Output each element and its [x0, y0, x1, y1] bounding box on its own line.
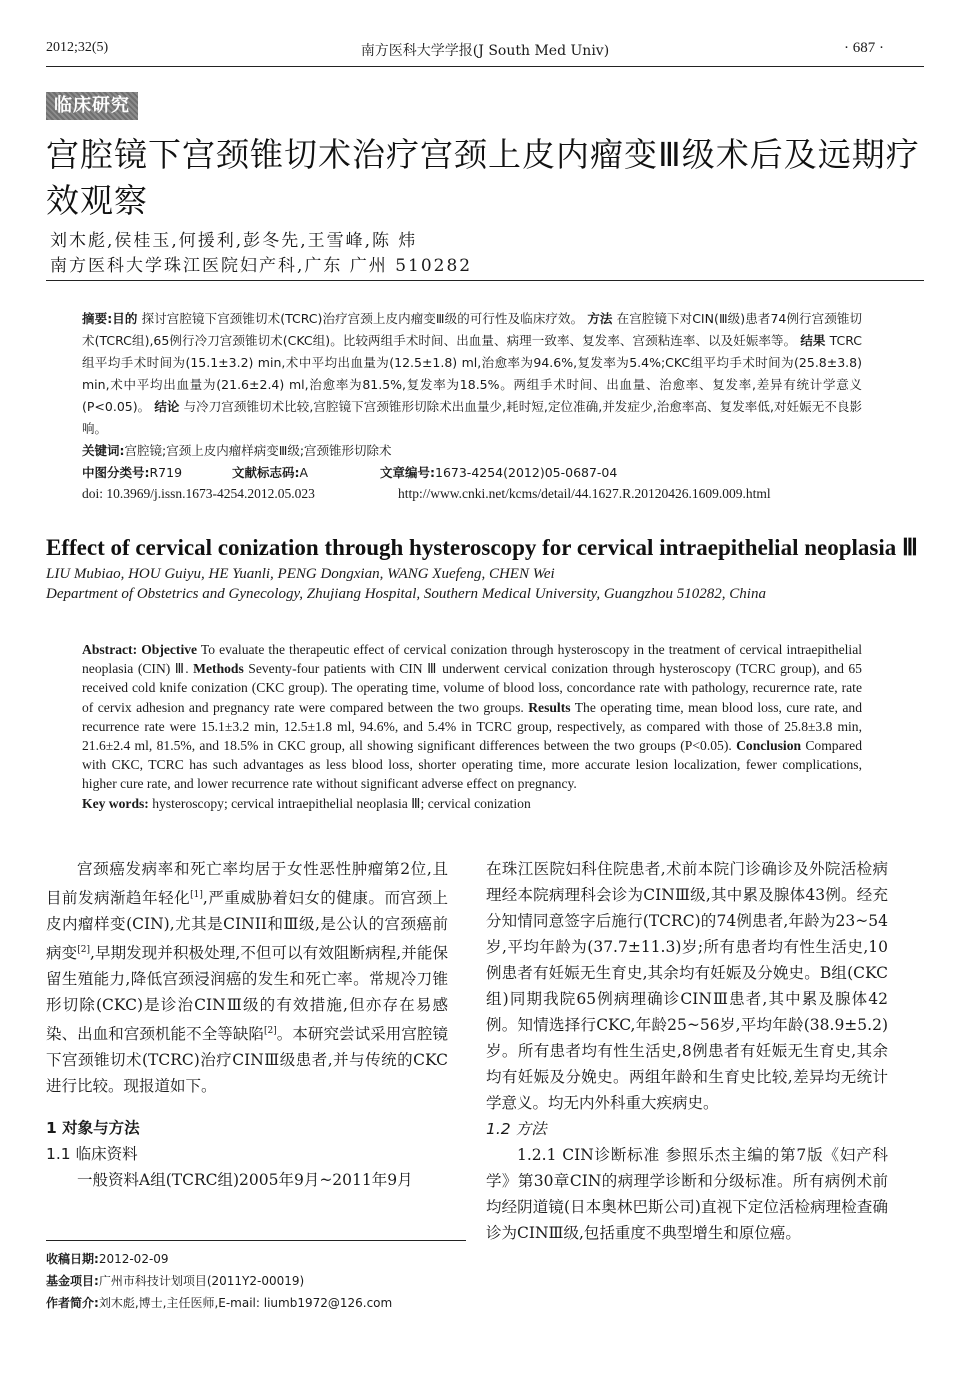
affiliation-rule [46, 280, 924, 281]
footnotes [46, 1248, 466, 1314]
abstract-cn [82, 308, 862, 440]
received-value: 2012-02-09 [98, 1252, 169, 1266]
fund-info [46, 1270, 466, 1292]
authors-cn: 刘木彪,侯桂玉,何援利,彭冬先,王雪峰,陈 炜 [50, 231, 418, 251]
keywords-label: 关键词: [82, 443, 125, 458]
keywords-cn [82, 441, 862, 459]
abstract-en-label: Abstract: [82, 642, 138, 657]
objective-label: 目的 [112, 311, 138, 326]
abstract-label: 摘要: [82, 311, 113, 326]
results-label: 结果 [800, 333, 826, 348]
clc-label: 中图分类号: [82, 465, 150, 480]
objective-en-text: To evaluate the therapeutic effect of cervical conization through hysteroscopy in the treatment of cervical intraepithelial neoplasia (CIN) Ⅲ. [82, 642, 862, 677]
conclusion-en-label: Conclusion [736, 738, 802, 754]
intro-text-1: 宫颈癌发病率和死亡率均居于女性恶性肿瘤第2位,且目前发病渐趋年轻化 [46, 860, 448, 908]
article-title-en: Effect of cervical conization through hysteroscopy for cervical intraepithelial neoplasia Ⅲ [46, 535, 918, 560]
results-en-label: Results [528, 699, 571, 715]
objective-text: 探讨宫腔镜下宫颈锥切术(TCRC)治疗宫颈上皮内瘤变Ⅲ级的可行性及临床疗效。 [141, 311, 584, 326]
body-column-left [46, 856, 448, 1193]
author-label: 作者简介: [46, 1296, 99, 1310]
footnote-rule [46, 1240, 466, 1241]
doi-line [82, 486, 862, 506]
doc-code-value: A [299, 465, 309, 480]
intro-paragraph [46, 856, 448, 1099]
article-number [380, 463, 617, 481]
section-heading-1-1: 1.1 临床资料 [46, 1145, 138, 1164]
classification-line [82, 463, 862, 483]
running-header [46, 40, 924, 64]
authors-en: LIU Mubiao, HOU Guiyu, HE Yuanli, PENG Dongxian, WANG Xuefeng, CHEN Wei [46, 566, 555, 582]
journal-name: 南方医科大学学报(J South Med Univ) [360, 43, 610, 59]
results-en-text: The operating time, mean blood loss, cure rate, and recurrence rate were 15.1±3.2 min, 12.5±1.8 ml, 94.6%, and 5.4% in TCRC group, respectively, as compared with those of 25.8±3.8 min, 21.6±2.4 ml, 81.5%, and 18.5% in CKC group, all showing significant differences between the two groups (P<0.05). [82, 699, 863, 754]
body-column-right [486, 856, 888, 1246]
diagnosis-paragraph: 1.2.1 CIN诊断标准 参照乐杰主编的第7版《妇产科学》第30章CIN的病理学诊断和分级标准。所有病例术前均经阴道镜(日本奥林巴斯公司)直视下定位活检病理检查确诊为CINⅢ级,包括重度不典型增生和原位癌。 [486, 1146, 888, 1242]
methods-en-label: Methods [193, 661, 244, 677]
doi: doi: 10.3969/j.issn.1673-4254.2012.05.023 [82, 486, 315, 501]
affiliation-cn: 南方医科大学珠江医院妇产科,广东 广州 510282 [50, 256, 473, 276]
issue-volume: 2012;32(5) [46, 40, 109, 55]
citation-2: [2] [77, 945, 90, 956]
clc-code [82, 463, 182, 481]
clc-value: R719 [149, 465, 183, 480]
keywords-text: 宫腔镜;宫颈上皮内瘤样病变Ⅲ级;宫颈锥形切除术 [124, 443, 392, 458]
results-text: TCRC组平均手术时间为(15.1±3.2) min,术中平均出血量为(12.5±1.8) ml,治愈率为94.6%,复发率为5.4%;CKC组平均手术时间为(25.8±3.8) min,术中平均出血量为(21.6±2.4) ml,治愈率为81.5%,复发率为18.5%。两组手术时间、出血量、治愈率、复发率,差异有统计学意义(P<0.05)。 [82, 333, 862, 414]
section-tag: 临床研究 [46, 92, 138, 120]
author-info [46, 1292, 466, 1314]
page-number: · 687 · [844, 40, 884, 56]
article-no-value: 1673-4254(2012)05-0687-04 [435, 465, 618, 480]
received-label: 收稿日期: [46, 1252, 99, 1266]
article-no-label: 文章编号: [380, 465, 435, 480]
affiliation-en: Department of Obstetrics and Gynecology, Zhujiang Hospital, Southern Medical University, Guangzhou 510282, China [46, 586, 766, 602]
citation-3: [2] [263, 1026, 277, 1037]
document-code [232, 463, 308, 481]
conclusion-text: 与冷刀宫颈锥切术比较,宫腔镜下宫颈锥形切除术出血量少,耗时短,定位准确,并发症少,治愈率高、复发率低,对妊娠无不良影响。 [82, 399, 862, 436]
intro-text-4: 。本研究尝试采用宫腔镜下宫颈锥切术(TCRC)治疗CINⅢ级患者,并与传统的CKC进行比较。现报道如下。 [46, 1025, 448, 1096]
methods-label: 方法 [587, 311, 613, 326]
section-heading-1-2: 1.2 方法 [486, 1120, 547, 1138]
received-date [46, 1248, 466, 1270]
intro-text-3: ,早期发现并积极处理,不但可以有效阻断病程,并能保留生殖能力,降低宫颈浸润癌的发生和死亡率。常规冷刀锥形切除(CKC)是诊治CINⅢ级的有效措施,但亦存在易感染、出血和宫颈机能不全等缺陷 [46, 944, 448, 1044]
citation-1: [1] [190, 890, 203, 900]
section-heading-1: 1 对象与方法 [46, 1119, 140, 1138]
intro-text-2: ,严重威胁着妇女的健康。而宫颈上皮内瘤样变(CIN),尤其是CINII和Ⅲ级,是公认的宫颈癌前病变 [46, 889, 448, 963]
methods-text: 在宫腔镜下对CIN(Ⅲ级)患者74例行宫颈锥切术(TCRC组),65例行冷刀宫颈锥切术(CKC组)。比较两组手术时间、出血量、病理一致率、复发率、宫颈粘连率、以及妊娠率等。 [82, 311, 862, 348]
article-title-cn: 宫腔镜下宫颈锥切术治疗宫颈上皮内瘤变Ⅲ级术后及远期疗效观察 [46, 135, 920, 220]
clinical-data-paragraph: 一般资料A组(TCRC组)2005年9月~2011年9月 [77, 1171, 413, 1190]
patient-paragraph: 在珠江医院妇科住院患者,术前本院门诊确诊及外院活检病理经本院病理科会诊为CINⅢ级,其中累及腺体43例。经充分知情同意签字后施行(TCRC)的74例患者,年龄为23~54岁,平均年龄为(37.7±11.3)岁;所有患者均有性生活史,10例患者有妊娠无生育史,其余均有妊娠及分娩史。B组(CKC组)同期我院65例病理确诊CINⅢ患者,其中累及腺体42例。知情选择行CKC,年龄25~56岁,平均年龄(38.9±5.2)岁。所有患者均有性生活史,8例患者有妊娠无生育史,其余均有妊娠及分娩史。两组年龄和生育史比较,差异均无统计学意义。均无内外科重大疾病史。 [486, 860, 888, 1112]
fund-value: 广州市科技计划项目(2011Y2-00019) [98, 1274, 305, 1288]
doc-code-label: 文献标志码: [232, 465, 300, 480]
author-value: 刘木彪,博士,主任医师,E-mail: liumb1972@126.com [98, 1296, 393, 1310]
keywords-en-text: hysteroscopy; cervical intraepithelial neoplasia Ⅲ; cervical conization [152, 795, 531, 811]
conclusion-en-text: Compared with CKC, TCRC has such advantages as less blood loss, shorter operating time, more accurate lesion localization, fewer complications, higher cure rate, and lower recurrence rate without significant adverse effect on pregnancy. [82, 738, 862, 792]
header-rule [46, 66, 924, 67]
objective-en-label: Objective [141, 642, 198, 657]
conclusion-label: 结论 [154, 399, 180, 414]
keywords-en-label: Key words: [82, 795, 149, 811]
cnki-url[interactable]: http://www.cnki.net/kcms/detail/44.1627.R.20120426.1609.009.html [398, 486, 771, 501]
abstract-en [82, 640, 862, 813]
methods-en-text: Seventy-four patients with CIN Ⅲ underwent cervical conization through hysteroscopy (TCRC group), and 65 received cold knife conization (CKC group). The operating time, volume of blood loss, concordance rate with pathology, recurernce rate, rate of cervix adhesion and pregnancy rate were compared between the two groups. [82, 661, 862, 715]
fund-label: 基金项目: [46, 1274, 99, 1288]
